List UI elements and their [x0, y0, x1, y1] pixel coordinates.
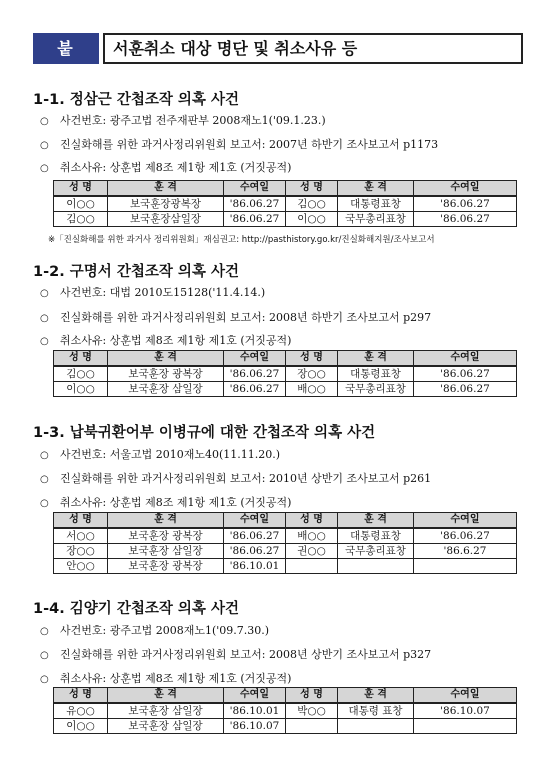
table-cell: '86.06.27: [414, 382, 517, 397]
table-header-cell: 수여일: [414, 688, 517, 704]
table-header-cell: 훈 격: [338, 351, 414, 367]
bullet-item: [40, 446, 280, 462]
table-row: [54, 366, 517, 382]
table-row: [54, 196, 517, 212]
bullet-text: 진실화해를 위한 과거사정리위원회 보고서: 2008년 하반기 조사보고서 p297: [60, 311, 432, 324]
table-header-cell: 훈 격: [108, 513, 224, 529]
awards-table: [53, 180, 517, 227]
table-cell: [414, 559, 517, 574]
bullet-circle-icon: ○: [40, 474, 49, 485]
table-cell: 이○○: [286, 212, 338, 227]
bullet-circle-icon: ○: [40, 163, 49, 174]
table-cell: '86.06.27: [224, 544, 286, 559]
bullet-item: [40, 112, 326, 128]
table-cell: 배○○: [286, 528, 338, 544]
table-cell: 대통령 표창: [338, 703, 414, 719]
table-row: [54, 528, 517, 544]
table-header-cell: 성 명: [286, 351, 338, 367]
bullet-circle-icon: ○: [40, 626, 49, 637]
section-title: 1-2. 구명서 간첩조작 의혹 사건: [33, 264, 239, 280]
footnote: ※「진실화해를 위한 과거사 정리위원회」재심권고: http://pasthistory.go.kr/진실화해지원/조사보고서: [48, 235, 435, 245]
bullet-circle-icon: ○: [40, 336, 49, 347]
table-cell: '86.10.01: [224, 559, 286, 574]
table-cell: '86.06.27: [414, 366, 517, 382]
table-row: [54, 719, 517, 734]
table-cell: 권○○: [286, 544, 338, 559]
bullet-circle-icon: ○: [40, 674, 49, 685]
bullet-text: 진실화해를 위한 과거사정리위원회 보고서: 2007년 하반기 조사보고서 p1173: [60, 138, 439, 151]
bullet-circle-icon: ○: [40, 288, 49, 299]
section-title: 1-3. 납북귀환어부 이병규에 대한 간첩조작 의혹 사건: [33, 425, 376, 441]
table-cell: 국무총리표창: [338, 212, 414, 227]
table-header-cell: 성 명: [286, 688, 338, 704]
bullet-item: [40, 494, 291, 510]
bullet-circle-icon: ○: [40, 498, 49, 509]
table-cell: 김○○: [286, 196, 338, 212]
table-cell: 대통령표창: [338, 528, 414, 544]
section-title: 1-4. 김양기 간첩조작 의혹 사건: [33, 601, 239, 617]
bullet-text: 사건번호: 서울고법 2010재노40(11.11.20.): [60, 448, 281, 461]
bullet-text: 취소사유: 상훈법 제8조 제1항 제1호 (거짓공적): [60, 161, 292, 174]
bullet-text: 진실화해를 위한 과거사정리위원회 보고서: 2010년 상반기 조사보고서 p261: [60, 472, 432, 485]
table-cell: '86.6.27: [414, 544, 517, 559]
table-cell: 보국훈장 광복장: [108, 528, 224, 544]
table-cell: [286, 559, 338, 574]
bullet-circle-icon: ○: [40, 140, 49, 151]
attachment-tag: 붙 임: [33, 33, 99, 64]
table-cell: '86.06.27: [414, 528, 517, 544]
table-header-cell: 수여일: [414, 181, 517, 197]
table-cell: 대통령표창: [338, 196, 414, 212]
table-cell: '86.06.27: [224, 382, 286, 397]
table-header-cell: 성 명: [54, 181, 108, 197]
table-header-cell: 훈 격: [338, 688, 414, 704]
table-header-cell: 훈 격: [338, 513, 414, 529]
bullet-item: [40, 309, 431, 325]
bullet-item: [40, 284, 265, 300]
bullet-circle-icon: ○: [40, 650, 49, 661]
bullet-item: [40, 470, 431, 486]
table-row: [54, 703, 517, 719]
header-banner: [33, 33, 515, 89]
bullet-text: 사건번호: 대법 2010도15128('11.4.14.): [60, 286, 266, 299]
table-cell: '86.06.27: [414, 212, 517, 227]
table-cell: '86.06.27: [224, 528, 286, 544]
table-header-cell: 성 명: [54, 351, 108, 367]
table-header-row: [54, 351, 517, 367]
page-title: 서훈취소 대상 명단 및 취소사유 등: [103, 33, 523, 64]
table-cell: 김○○: [54, 366, 108, 382]
table-cell: 보국훈장 삼일장: [108, 544, 224, 559]
table-cell: 장○○: [286, 366, 338, 382]
table-row: [54, 544, 517, 559]
table-header-cell: 성 명: [54, 688, 108, 704]
table-cell: [338, 719, 414, 734]
table-cell: 김○○: [54, 212, 108, 227]
table-cell: 장○○: [54, 544, 108, 559]
table-cell: 보국훈장삼일장: [108, 212, 224, 227]
bullet-item: [40, 670, 291, 686]
table-header-cell: 수여일: [414, 513, 517, 529]
table-cell: 이○○: [54, 196, 108, 212]
table-cell: 보국훈장 삼일장: [108, 719, 224, 734]
table-cell: 보국훈장 삼일장: [108, 703, 224, 719]
table-header-cell: 성 명: [286, 513, 338, 529]
table-cell: 서○○: [54, 528, 108, 544]
table-header-cell: 수여일: [414, 351, 517, 367]
table-header-cell: 성 명: [54, 513, 108, 529]
table-cell: 이○○: [54, 382, 108, 397]
table-row: [54, 382, 517, 397]
bullet-text: 취소사유: 상훈법 제8조 제1항 제1호 (거짓공적): [60, 496, 292, 509]
bullet-circle-icon: ○: [40, 116, 49, 127]
bullet-item: [40, 646, 431, 662]
table-cell: '86.10.01: [224, 703, 286, 719]
table-cell: 이○○: [54, 719, 108, 734]
table-cell: 안○○: [54, 559, 108, 574]
table-row: [54, 559, 517, 574]
table-cell: 배○○: [286, 382, 338, 397]
table-cell: 유○○: [54, 703, 108, 719]
table-cell: 보국훈장 삼일장: [108, 382, 224, 397]
table-cell: '86.10.07: [414, 703, 517, 719]
bullet-text: 사건번호: 광주고법 2008재노1('09.7.30.): [60, 624, 270, 637]
table-header-cell: 수여일: [224, 513, 286, 529]
bullet-text: 취소사유: 상훈법 제8조 제1항 제1호 (거짓공적): [60, 334, 292, 347]
bullet-text: 진실화해를 위한 과거사정리위원회 보고서: 2008년 상반기 조사보고서 p327: [60, 648, 432, 661]
bullet-item: [40, 136, 438, 152]
table-cell: '86.06.27: [224, 196, 286, 212]
table-cell: '86.06.27: [224, 366, 286, 382]
table-header-cell: 훈 격: [108, 351, 224, 367]
table-header-row: [54, 688, 517, 704]
bullet-text: 사건번호: 광주고법 전주재판부 2008재노1('09.1.23.): [60, 114, 326, 127]
bullet-text: 취소사유: 상훈법 제8조 제1항 제1호 (거짓공적): [60, 672, 292, 685]
table-cell: [414, 719, 517, 734]
table-header-cell: 수여일: [224, 181, 286, 197]
table-cell: '86.06.27: [414, 196, 517, 212]
table-header-cell: 훈 격: [338, 181, 414, 197]
awards-table: [53, 687, 517, 734]
bullet-item: [40, 332, 291, 348]
table-header-cell: 성 명: [286, 181, 338, 197]
table-cell: 박○○: [286, 703, 338, 719]
table-header-row: [54, 513, 517, 529]
section-title: 1-1. 정삼근 간첩조작 의혹 사건: [33, 92, 239, 108]
table-cell: [338, 559, 414, 574]
bullet-item: [40, 622, 269, 638]
bullet-circle-icon: ○: [40, 450, 49, 461]
table-cell: 보국훈장 광복장: [108, 366, 224, 382]
table-header-cell: 훈 격: [108, 688, 224, 704]
table-cell: 대통령표창: [338, 366, 414, 382]
table-row: [54, 212, 517, 227]
awards-table: [53, 350, 517, 397]
bullet-circle-icon: ○: [40, 313, 49, 324]
table-header-cell: 수여일: [224, 688, 286, 704]
bullet-item: [40, 159, 291, 175]
table-cell: 보국훈장광복장: [108, 196, 224, 212]
table-cell: '86.06.27: [224, 212, 286, 227]
table-cell: 보국훈장 광복장: [108, 559, 224, 574]
awards-table: [53, 512, 517, 574]
table-cell: 국무총리표창: [338, 382, 414, 397]
table-cell: 국무총리표창: [338, 544, 414, 559]
table-cell: '86.10.07: [224, 719, 286, 734]
table-header-cell: 수여일: [224, 351, 286, 367]
table-cell: [286, 719, 338, 734]
table-header-cell: 훈 격: [108, 181, 224, 197]
table-header-row: [54, 181, 517, 197]
